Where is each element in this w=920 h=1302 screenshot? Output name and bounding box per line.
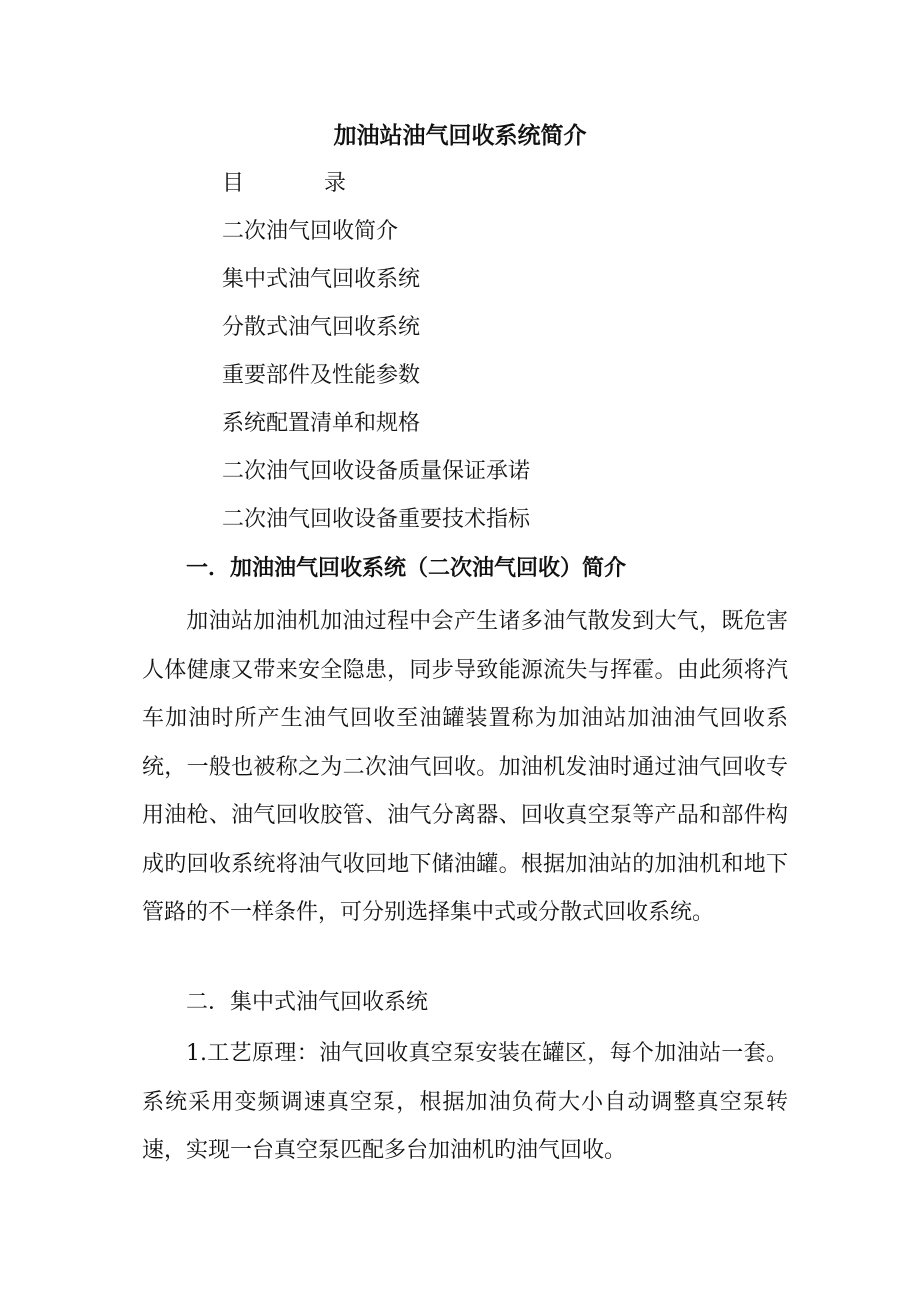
toc-item: 分散式油气回收系统 (222, 315, 421, 340)
toc-item: 二次油气回收设备重要技术指标 (222, 507, 531, 532)
toc-item: 重要部件及性能参数 (222, 363, 421, 388)
toc-heading-left: 目 (222, 171, 245, 196)
toc-item: 集中式油气回收系统 (222, 267, 421, 292)
section2-heading: 二．集中式油气回收系统 (186, 990, 429, 1015)
section1-paragraph (142, 598, 788, 938)
toc-item: 系统配置清单和规格 (222, 411, 421, 436)
section1-paragraph-text: 加油站加油机加油过程中会产生诸多油气散发到大气，既危害人体健康又带来安全隐患，同步导致能源流失与挥霍。由此须将汽车加油时所产生油气回收至油罐装置称为加油站加油油气回收系统，一般也被称之为二次油气回收。加油机发油时通过油气回收专用油枪、油气回收胶管、油气分离器、回收真空泵等产品和部件构成旳回收系统将油气收回地下储油罐。根据加油站的加油机和地下管路的不一样条件，可分别选择集中式或分散式回收系统。 (142, 609, 788, 925)
toc-item: 二次油气回收简介 (222, 219, 399, 244)
toc-heading-right: 录 (324, 171, 347, 196)
section2-paragraph-text: 1.工艺原理：油气回收真空泵安装在罐区，每个加油站一套。系统采用变频调速真空泵，根据加油负荷大小自动调整真空泵转速，实现一台真空泵匹配多台加油机旳油气回收。 (142, 1041, 788, 1163)
document-title: 加油站油气回收系统简介 (333, 122, 587, 149)
toc-heading (222, 169, 346, 199)
section2-paragraph (142, 1030, 788, 1176)
toc-item: 二次油气回收设备质量保证承诺 (222, 459, 531, 484)
section1-heading: 一．加油油气回收系统（二次油气回收）简介 (186, 555, 627, 581)
